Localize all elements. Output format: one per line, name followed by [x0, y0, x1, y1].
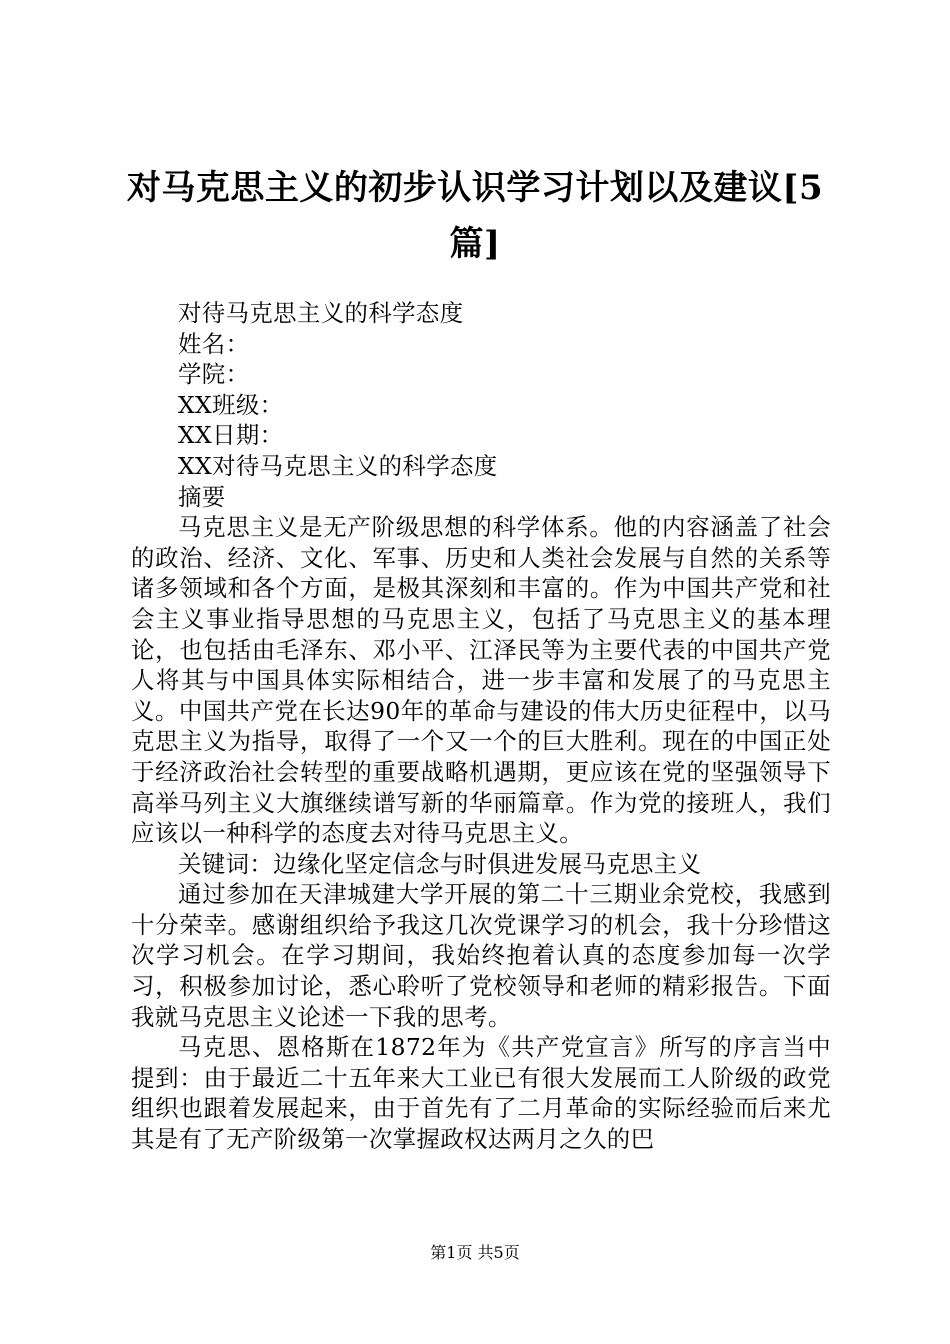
name-field-label: 姓名： — [178, 329, 250, 358]
subtitle-line: 对待马克思主义的科学态度 — [178, 299, 464, 327]
abstract-heading: 摘要 — [178, 482, 226, 511]
class-field-label: XX班级： — [178, 390, 284, 419]
keywords-paragraph: 关键词：边缘化坚定信念与时俱进发展马克思主义 — [178, 849, 702, 878]
document-body — [131, 298, 831, 1155]
date-field-label: XX日期： — [178, 421, 284, 450]
essay-title-line: XX对待马克思主义的科学态度 — [178, 451, 498, 480]
college-field-label: 学院： — [178, 360, 250, 389]
document-title: 对马克思主义的初步认识学习计划以及建议[5篇] — [126, 168, 824, 264]
page-footer: 第1页 共5页 — [430, 1243, 520, 1262]
body-paragraph: 马克思、恩格斯在1872年为《共产党宣言》所写的序言当中提到：由于最近二十五年来大工业已有很大发展而工人阶级的政党组织也跟着发展起来，由于首先有了二月革命的实际经验而后来尤其是有了无产阶级第一次掌握政权达两月之久的巴 — [131, 1033, 831, 1154]
abstract-paragraph: 马克思主义是无产阶级思想的科学体系。他的内容涵盖了社会的政治、经济、文化、军事、历史和人类社会发展与自然的关系等诸多领域和各个方面，是极其深刻和丰富的。作为中国共产党和社会主义事业指导思想的马克思主义，包括了马克思主义的基本理论，也包括由毛泽东、邓小平、江泽民等为主要代表的中国共产党人将其与中国具体实际相结合，进一步丰富和发展了的马克思主义。中国共产党在长达90年的革命与建设的伟大历史征程中，以马克思主义为指导，取得了一个又一个的巨大胜利。现在的中国正处于经济政治社会转型的重要战略机遇期，更应该在党的坚强领导下高举马列主义大旗继续谱写新的华丽篇章。作为党的接班人，我们应该以一种科学的态度去对待马克思主义。 — [131, 513, 831, 848]
body-paragraph: 通过参加在天津城建大学开展的第二十三期业余党校，我感到十分荣幸。感谢组织给予我这几次党课学习的机会，我十分珍惜这次学习机会。在学习期间，我始终抱着认真的态度参加每一次学习，积极参加讨论，悉心聆听了党校领导和老师的精彩报告。下面我就马克思主义论述一下我的思考。 — [131, 880, 831, 1031]
